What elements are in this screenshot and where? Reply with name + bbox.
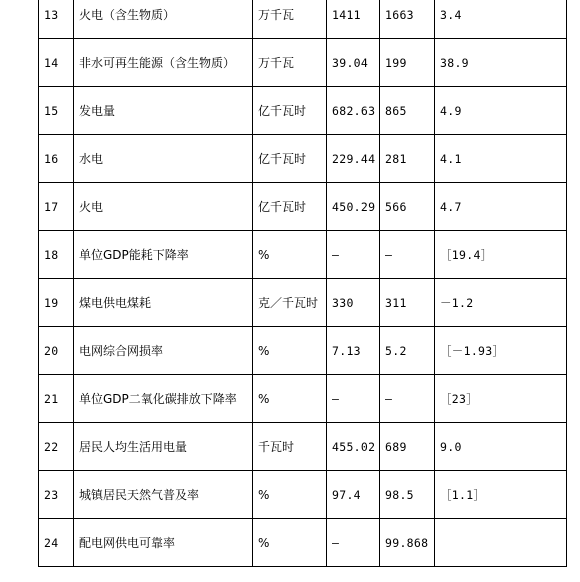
value-2015-cell: 39.04: [327, 39, 380, 87]
value-2015-cell: 97.4: [327, 471, 380, 519]
unit-cell: 亿千瓦时: [253, 135, 327, 183]
growth-rate-cell: 9.0: [435, 423, 567, 471]
growth-rate-cell: ［－1.93］: [435, 327, 567, 375]
value-2015-cell: 7.13: [327, 327, 380, 375]
row-number-cell: 13: [39, 0, 74, 39]
value-2015-cell: 229.44: [327, 135, 380, 183]
value-2015-cell: 1411: [327, 0, 380, 39]
unit-cell: %: [253, 375, 327, 423]
table-row: [39, 231, 567, 279]
row-number-cell: 17: [39, 183, 74, 231]
table-row: [39, 0, 567, 39]
indicator-name-cell: 火电: [74, 183, 253, 231]
unit-cell: 万千瓦: [253, 0, 327, 39]
unit-cell: %: [253, 231, 327, 279]
value-2015-cell: 455.02: [327, 423, 380, 471]
row-number-cell: 23: [39, 471, 74, 519]
value-2020-cell: —: [380, 231, 435, 279]
value-2015-cell: 330: [327, 279, 380, 327]
value-2020-cell: —: [380, 375, 435, 423]
row-number-cell: 24: [39, 519, 74, 567]
value-2015-cell: —: [327, 519, 380, 567]
value-2015-cell: —: [327, 231, 380, 279]
unit-cell: %: [253, 471, 327, 519]
table-row: [39, 471, 567, 519]
growth-rate-cell: ［1.1］: [435, 471, 567, 519]
unit-cell: 克／千瓦时: [253, 279, 327, 327]
value-2020-cell: 5.2: [380, 327, 435, 375]
table-row: [39, 423, 567, 471]
row-number-cell: 20: [39, 327, 74, 375]
unit-cell: 亿千瓦时: [253, 183, 327, 231]
table-row: [39, 279, 567, 327]
value-2015-cell: 682.63: [327, 87, 380, 135]
unit-cell: 亿千瓦时: [253, 87, 327, 135]
value-2020-cell: 865: [380, 87, 435, 135]
table-row: [39, 39, 567, 87]
value-2020-cell: 566: [380, 183, 435, 231]
table-row: [39, 327, 567, 375]
energy-indicator-table: [38, 0, 567, 567]
indicator-name-cell: 水电: [74, 135, 253, 183]
value-2020-cell: 99.868: [380, 519, 435, 567]
growth-rate-cell: [435, 519, 567, 567]
growth-rate-cell: ［23］: [435, 375, 567, 423]
indicator-name-cell: 居民人均生活用电量: [74, 423, 253, 471]
indicator-name-cell: 非水可再生能源（含生物质）: [74, 39, 253, 87]
indicator-name-cell: 单位GDP二氧化碳排放下降率: [74, 375, 253, 423]
growth-rate-cell: 3.4: [435, 0, 567, 39]
indicator-name-cell: 单位GDP能耗下降率: [74, 231, 253, 279]
value-2015-cell: —: [327, 375, 380, 423]
indicator-name-cell: 煤电供电煤耗: [74, 279, 253, 327]
indicator-name-cell: 发电量: [74, 87, 253, 135]
row-number-cell: 18: [39, 231, 74, 279]
row-number-cell: 22: [39, 423, 74, 471]
growth-rate-cell: 38.9: [435, 39, 567, 87]
value-2020-cell: 281: [380, 135, 435, 183]
value-2020-cell: 689: [380, 423, 435, 471]
indicator-name-cell: 火电（含生物质）: [74, 0, 253, 39]
table-body: [39, 0, 567, 567]
growth-rate-cell: 4.9: [435, 87, 567, 135]
unit-cell: %: [253, 519, 327, 567]
indicator-name-cell: 电网综合网损率: [74, 327, 253, 375]
row-number-cell: 16: [39, 135, 74, 183]
value-2020-cell: 311: [380, 279, 435, 327]
growth-rate-cell: ［19.4］: [435, 231, 567, 279]
unit-cell: %: [253, 327, 327, 375]
growth-rate-cell: 4.7: [435, 183, 567, 231]
row-number-cell: 19: [39, 279, 74, 327]
unit-cell: 万千瓦: [253, 39, 327, 87]
value-2020-cell: 1663: [380, 0, 435, 39]
indicator-name-cell: 配电网供电可靠率: [74, 519, 253, 567]
table-row: [39, 135, 567, 183]
table-row: [39, 519, 567, 567]
value-2015-cell: 450.29: [327, 183, 380, 231]
table-row: [39, 183, 567, 231]
value-2020-cell: 199: [380, 39, 435, 87]
table-row: [39, 87, 567, 135]
unit-cell: 千瓦时: [253, 423, 327, 471]
indicator-name-cell: 城镇居民天然气普及率: [74, 471, 253, 519]
growth-rate-cell: 4.1: [435, 135, 567, 183]
row-number-cell: 14: [39, 39, 74, 87]
row-number-cell: 15: [39, 87, 74, 135]
growth-rate-cell: －1.2: [435, 279, 567, 327]
table-row: [39, 375, 567, 423]
value-2020-cell: 98.5: [380, 471, 435, 519]
row-number-cell: 21: [39, 375, 74, 423]
